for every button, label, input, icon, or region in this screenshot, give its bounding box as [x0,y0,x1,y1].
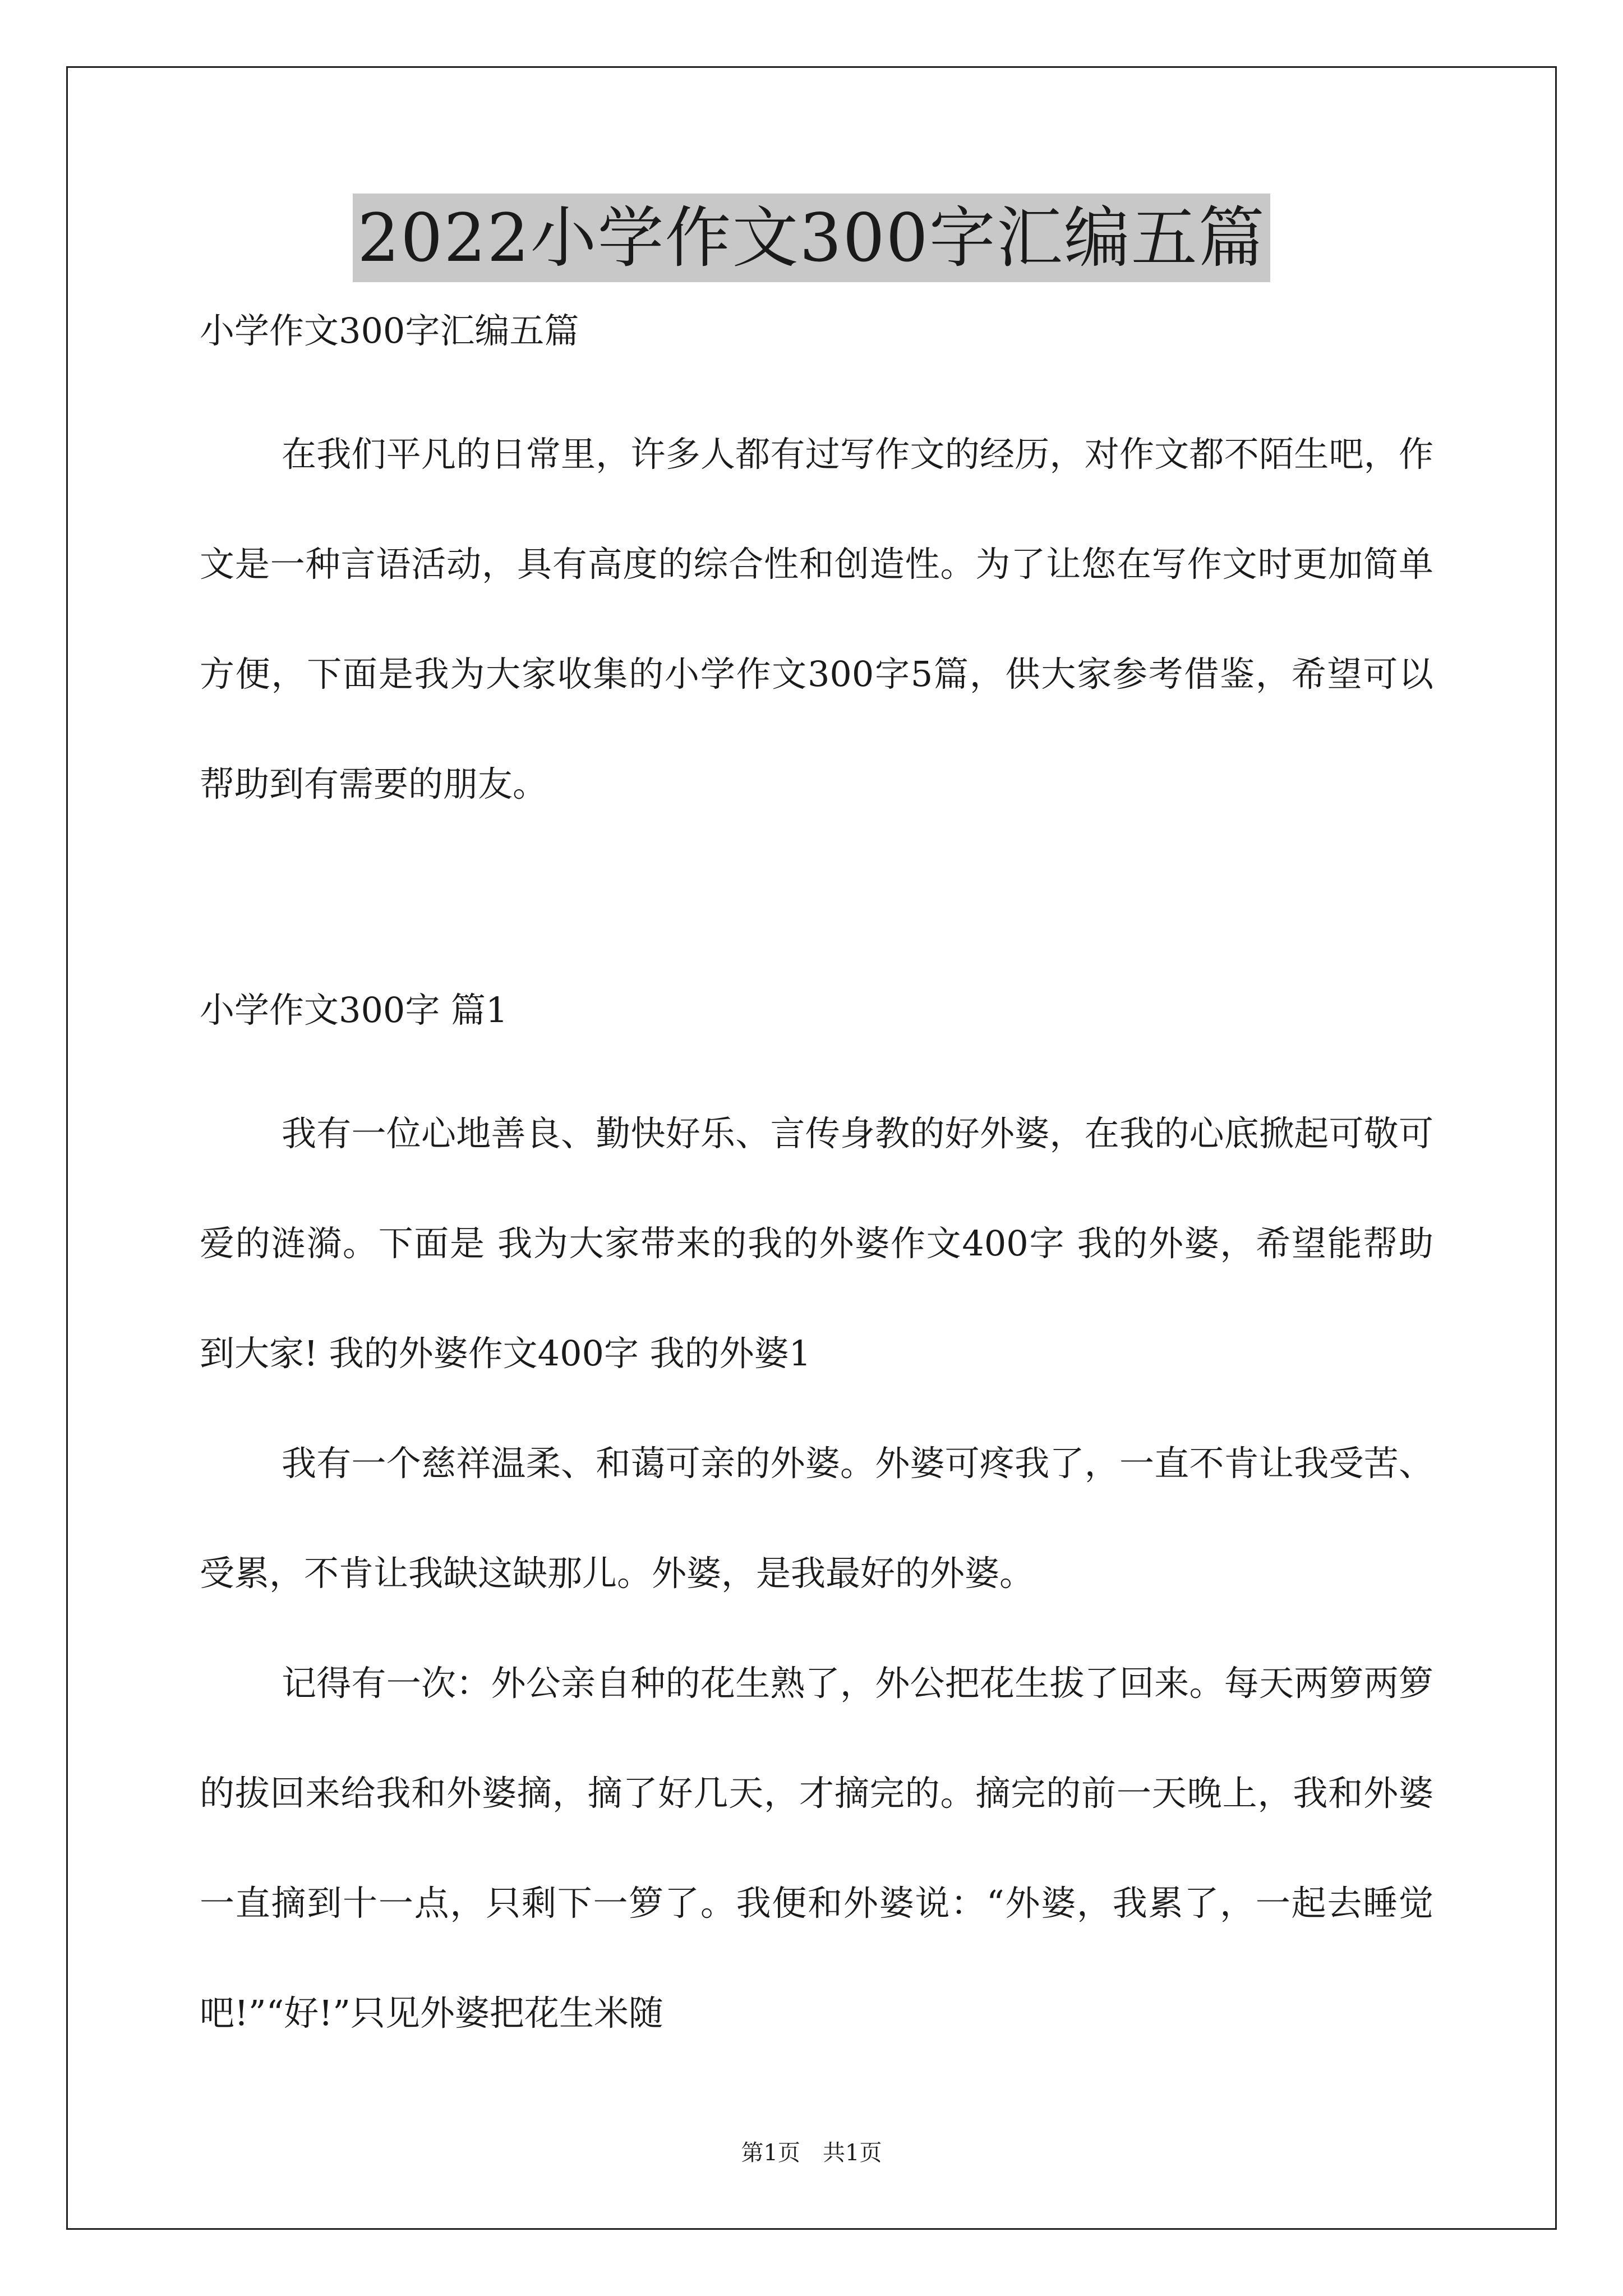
document-body [200,303,1433,2068]
document-title: 2022小学作文300字汇编五篇 [353,194,1270,282]
essay-paragraph: 我有一位心地善良、勤快好乐、言传身教的好外婆，在我的心底掀起可敬可爱的涟漪。下面是 我为大家带来的我的外婆作文400字 我的外婆，希望能帮助到大家! 我的外婆作文400字 我的外婆1 [200,1113,1433,1374]
document-subtitle: 小学作文300字汇编五篇 [200,310,579,351]
page-footer: 第1页 共1页 [741,2140,882,2166]
spacer [200,359,1433,399]
intro-paragraph: 在我们平凡的日常里，许多人都有过写作文的经历，对作文都不陌生吧，作文是一种言语活动，具有高度的综合性和创造性。为了让您在写作文时更加简单方便，下面是我为大家收集的小学作文300字5篇，供大家参考借鉴，希望可以帮助到有需要的朋友。 [200,434,1433,804]
spacer [200,1038,1433,1079]
title-container [0,194,1623,282]
spacer [200,839,1433,982]
section-heading: 小学作文300字 篇1 [200,990,508,1030]
essay-paragraph: 记得有一次：外公亲自种的花生熟了，外公把花生拔了回来。每天两箩两箩的拔回来给我和外婆摘，摘了好几天，才摘完的。摘完的前一天晚上，我和外婆一直摘到十一点，只剩下一箩了。我便和外婆说：“外婆，我累了，一起去睡觉吧!”“好!”只见外婆把花生米随 [200,1663,1433,2033]
essay-paragraph: 我有一个慈祥温柔、和蔼可亲的外婆。外婆可疼我了，一直不肯让我受苦、受累，不肯让我缺这缺那儿。外婆，是我最好的外婆。 [200,1443,1433,1594]
